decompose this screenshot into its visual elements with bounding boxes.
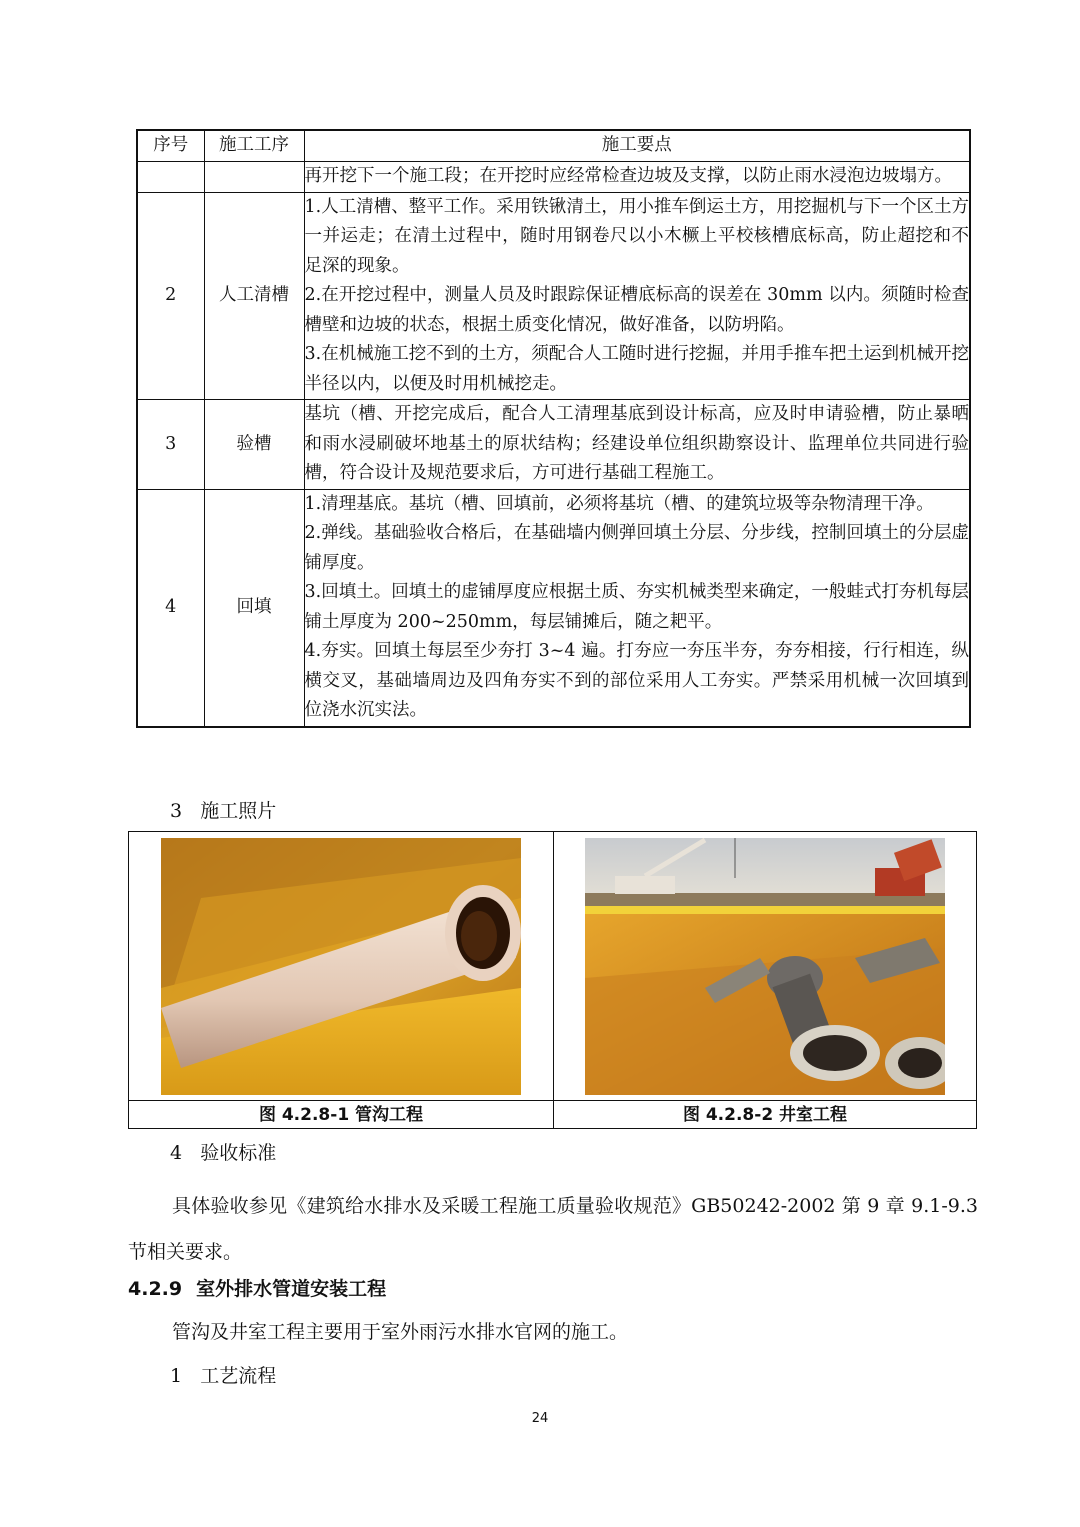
point-text: 1.清理基底。基坑（槽、回填前，必须将基坑（槽、的建筑垃圾等杂物清理干净。 bbox=[304, 493, 934, 514]
section-number: 1 bbox=[170, 1365, 183, 1387]
row-no: 4 bbox=[137, 489, 204, 727]
row-step: 人工清槽 bbox=[204, 192, 304, 400]
row-step: 回填 bbox=[204, 489, 304, 727]
point-text: 基坑（槽、开挖完成后，配合人工清理基底到设计标高，应及时申请验槽，防止暴晒和雨水浸刷破坏地基土的原状结构；经建设单位组织勘察设计、监理单位共同进行验槽，符合设计及规范要求后，方可进行基础工程施工。 bbox=[304, 404, 969, 483]
point-text: 1.人工清槽、整平工作。采用铁锹清土，用小推车倒运土方，用挖掘机与下一个区土方一并运走；在清土过程中，随时用钢卷尺以小木橛上平校核槽底标高，防止超挖和不足深的现象。 bbox=[304, 196, 969, 276]
point-text: 3.回填土。回填土的虚铺厚度应根据土质、夯实机械类型来确定，一般蛙式打夯机每层铺土厚度为 200~250mm，每层铺摊后，随之耙平。 bbox=[304, 582, 969, 632]
intro-paragraph: 管沟及井室工程主要用于室外雨污水排水官网的施工。 bbox=[172, 1321, 629, 1343]
table-row bbox=[137, 400, 970, 490]
photo-table bbox=[128, 831, 977, 1129]
section-title: 施工照片 bbox=[200, 800, 277, 822]
page-number: 24 bbox=[531, 1411, 549, 1426]
point-text: 3.在机械施工挖不到的土方，须配合人工随时进行挖掘，并用手推车把土运到机械开挖半径以内，以便及时用机械挖走。 bbox=[304, 344, 969, 394]
row-points bbox=[304, 192, 970, 400]
table-row bbox=[137, 162, 970, 193]
section-title: 工艺流程 bbox=[200, 1365, 277, 1387]
right-photo-caption: 图 4.2.8-2 井室工程 bbox=[682, 1105, 848, 1125]
heading-4-2-9 bbox=[128, 1275, 386, 1303]
row-points bbox=[304, 400, 970, 490]
section-4-heading bbox=[170, 1139, 276, 1167]
row-points bbox=[304, 489, 970, 727]
table-header-row bbox=[137, 130, 970, 162]
point-text: 2.在开挖过程中，测量人员及时跟踪保证槽底标高的误差在 30mm 以内。须随时检查槽壁和边坡的状态，根据土质变化情况，做好准备，以防坍陷。 bbox=[304, 285, 969, 335]
header-step: 施工工序 bbox=[204, 130, 304, 162]
heading-title: 室外排水管道安装工程 bbox=[196, 1278, 387, 1300]
heading-number: 4.2.9 bbox=[128, 1278, 183, 1300]
point-text: 4.夯实。回填土每层至少夯打 3~4 遍。打夯应一夯压半夯，夯夯相接，行行相连，纵横交叉，基础墙周边及四角夯实不到的部位采用人工夯实。严禁采用机械一次回填到位浇水沉实法。 bbox=[304, 641, 969, 720]
well-chamber-photo bbox=[585, 838, 945, 1095]
row-no: 3 bbox=[137, 400, 204, 490]
section-3-heading bbox=[170, 797, 276, 825]
table-row bbox=[137, 489, 970, 727]
construction-process-table bbox=[136, 129, 971, 728]
row-step: 验槽 bbox=[204, 400, 304, 490]
point-text: 2.弹线。基础验收合格后，在基础墙内侧弹回填土分层、分步线，控制回填土的分层虚铺厚度。 bbox=[304, 523, 969, 573]
pipe-trench-photo bbox=[161, 838, 521, 1095]
row-step bbox=[204, 162, 304, 193]
row-points bbox=[304, 162, 970, 193]
section-1-heading bbox=[170, 1362, 276, 1390]
row-no: 2 bbox=[137, 192, 204, 400]
header-points: 施工要点 bbox=[304, 130, 970, 162]
section-title: 验收标准 bbox=[200, 1142, 277, 1164]
table-row bbox=[137, 192, 970, 400]
acceptance-paragraph: 具体验收参见《建筑给水排水及采暖工程施工质量验收规范》GB50242-2002 第 9 章 9.1-9.3 节相关要求。 bbox=[128, 1195, 978, 1263]
section-number: 4 bbox=[170, 1142, 183, 1164]
section-number: 3 bbox=[170, 800, 183, 822]
header-no: 序号 bbox=[137, 130, 204, 162]
row-no bbox=[137, 162, 204, 193]
left-photo-caption: 图 4.2.8-1 管沟工程 bbox=[258, 1105, 424, 1125]
point-text: 再开挖下一个施工段；在开挖时应经常检查边坡及支撑，以防止雨水浸泡边坡塌方。 bbox=[304, 166, 952, 186]
